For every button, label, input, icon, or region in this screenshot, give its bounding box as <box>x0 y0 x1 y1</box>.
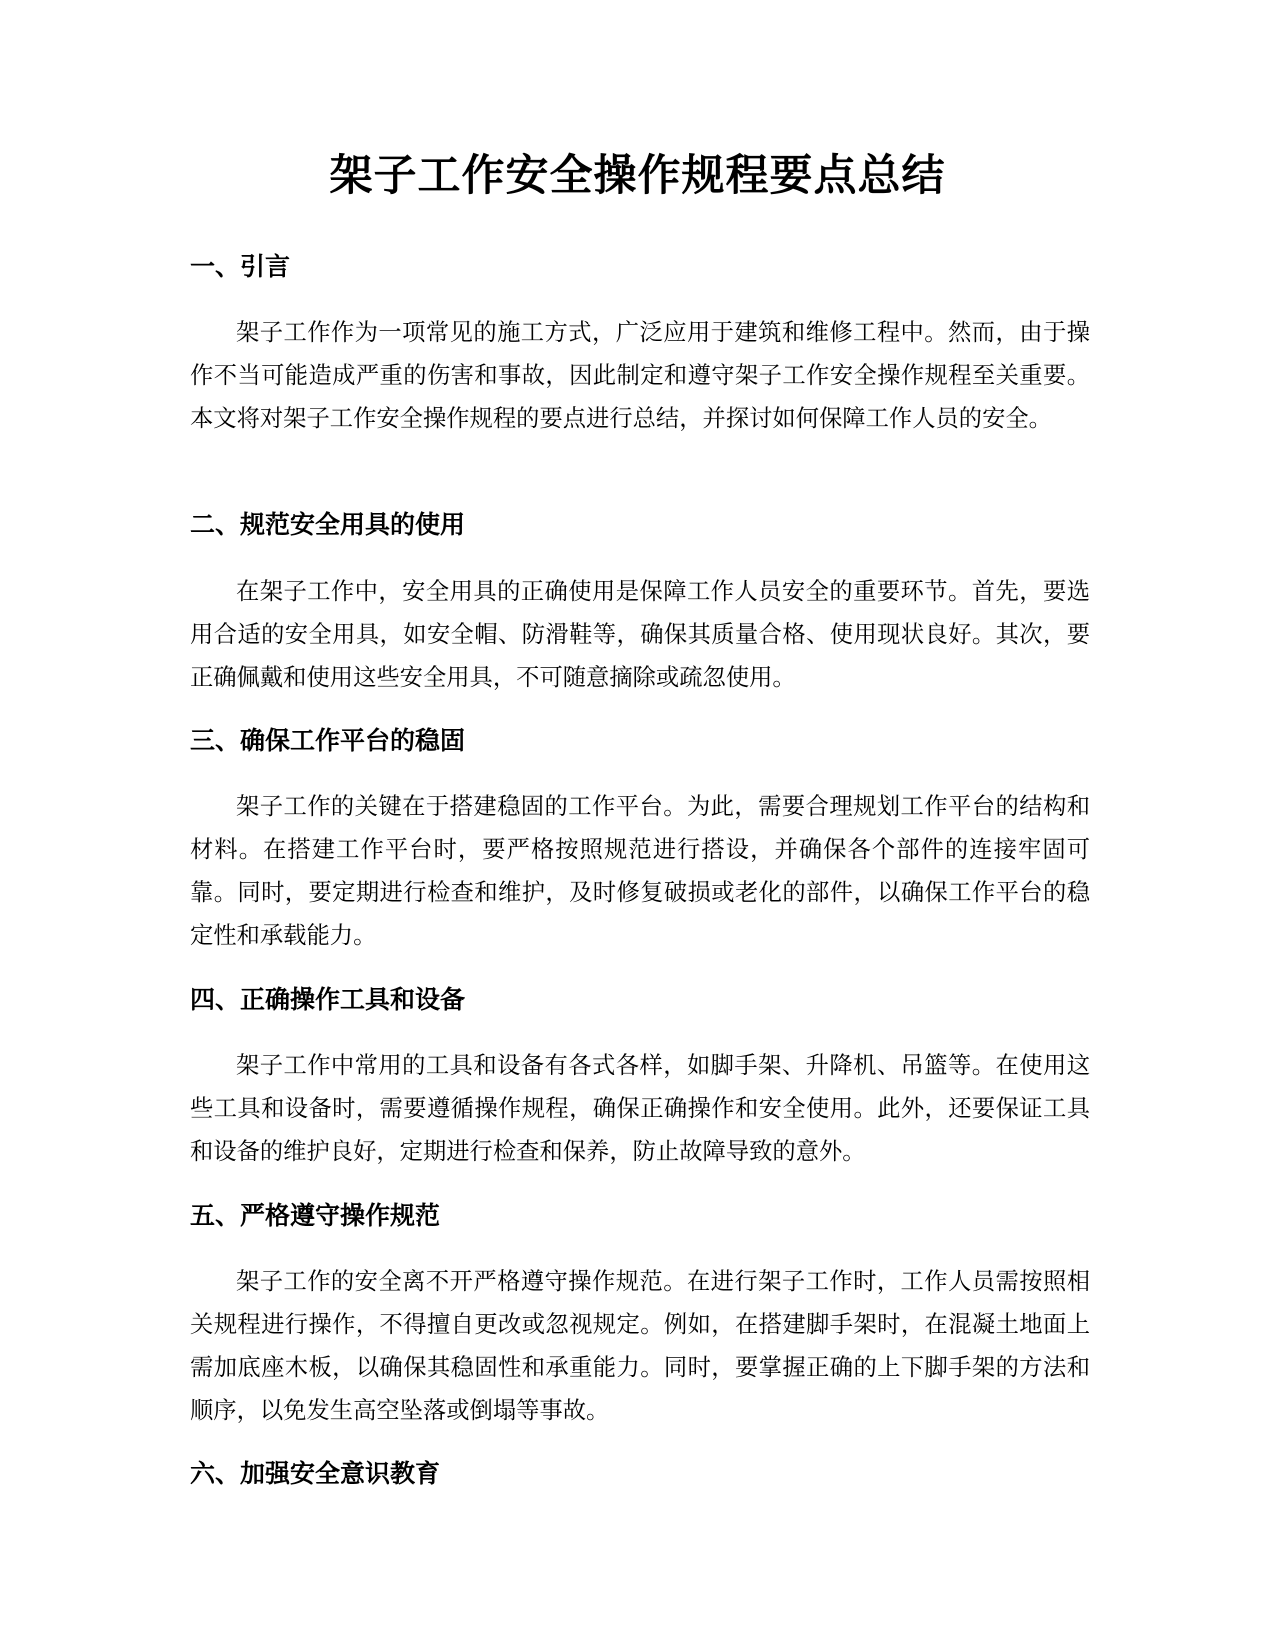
section-heading-operating-rules: 五、严格遵守操作规范 <box>190 1201 441 1230</box>
section-paragraph-safety-equipment: 在架子工作中，安全用具的正确使用是保障工作人员安全的重要环节。首先，要选用合适的安全用具，如安全帽、防滑鞋等，确保其质量合格、使用现状良好。其次，要正确佩戴和使用这些安全用具，不可随意摘除或疏忽使用。 <box>190 578 1090 691</box>
section-paragraph-work-platform: 架子工作的关键在于搭建稳固的工作平台。为此，需要合理规划工作平台的结构和材料。在搭建工作平台时，要严格按照规范进行搭设，并确保各个部件的连接牢固可靠。同时，要定期进行检查和维护，及时修复破损或老化的部件，以确保工作平台的稳定性和承载能力。 <box>190 793 1090 949</box>
document-title: 架子工作安全操作规程要点总结 <box>329 151 946 201</box>
section-paragraph-operating-rules: 架子工作的安全离不开严格遵守操作规范。在进行架子工作时，工作人员需按照相关规程进行操作，不得擅自更改或忽视规定。例如，在搭建脚手架时，在混凝土地面上需加底座木板，以确保其稳固性和承重能力。同时，要掌握正确的上下脚手架的方法和顺序，以免发生高空坠落或倒塌等事故。 <box>190 1268 1090 1424</box>
section-heading-work-platform: 三、确保工作平台的稳固 <box>190 726 466 755</box>
section-heading-safety-equipment: 二、规范安全用具的使用 <box>190 510 466 539</box>
section-paragraph-tools-equipment: 架子工作中常用的工具和设备有各式各样，如脚手架、升降机、吊篮等。在使用这些工具和设备时，需要遵循操作规程，确保正确操作和安全使用。此外，还要保证工具和设备的维护良好，定期进行检查和保养，防止故障导致的意外。 <box>190 1052 1090 1165</box>
section-heading-tools-equipment: 四、正确操作工具和设备 <box>190 985 466 1014</box>
section-heading-safety-awareness: 六、加强安全意识教育 <box>190 1459 441 1488</box>
section-paragraph-introduction: 架子工作作为一项常见的施工方式，广泛应用于建筑和维修工程中。然而，由于操作不当可能造成严重的伤害和事故，因此制定和遵守架子工作安全操作规程至关重要。本文将对架子工作安全操作规程的要点进行总结，并探讨如何保障工作人员的安全。 <box>190 319 1090 432</box>
section-heading-introduction: 一、引言 <box>190 252 291 281</box>
